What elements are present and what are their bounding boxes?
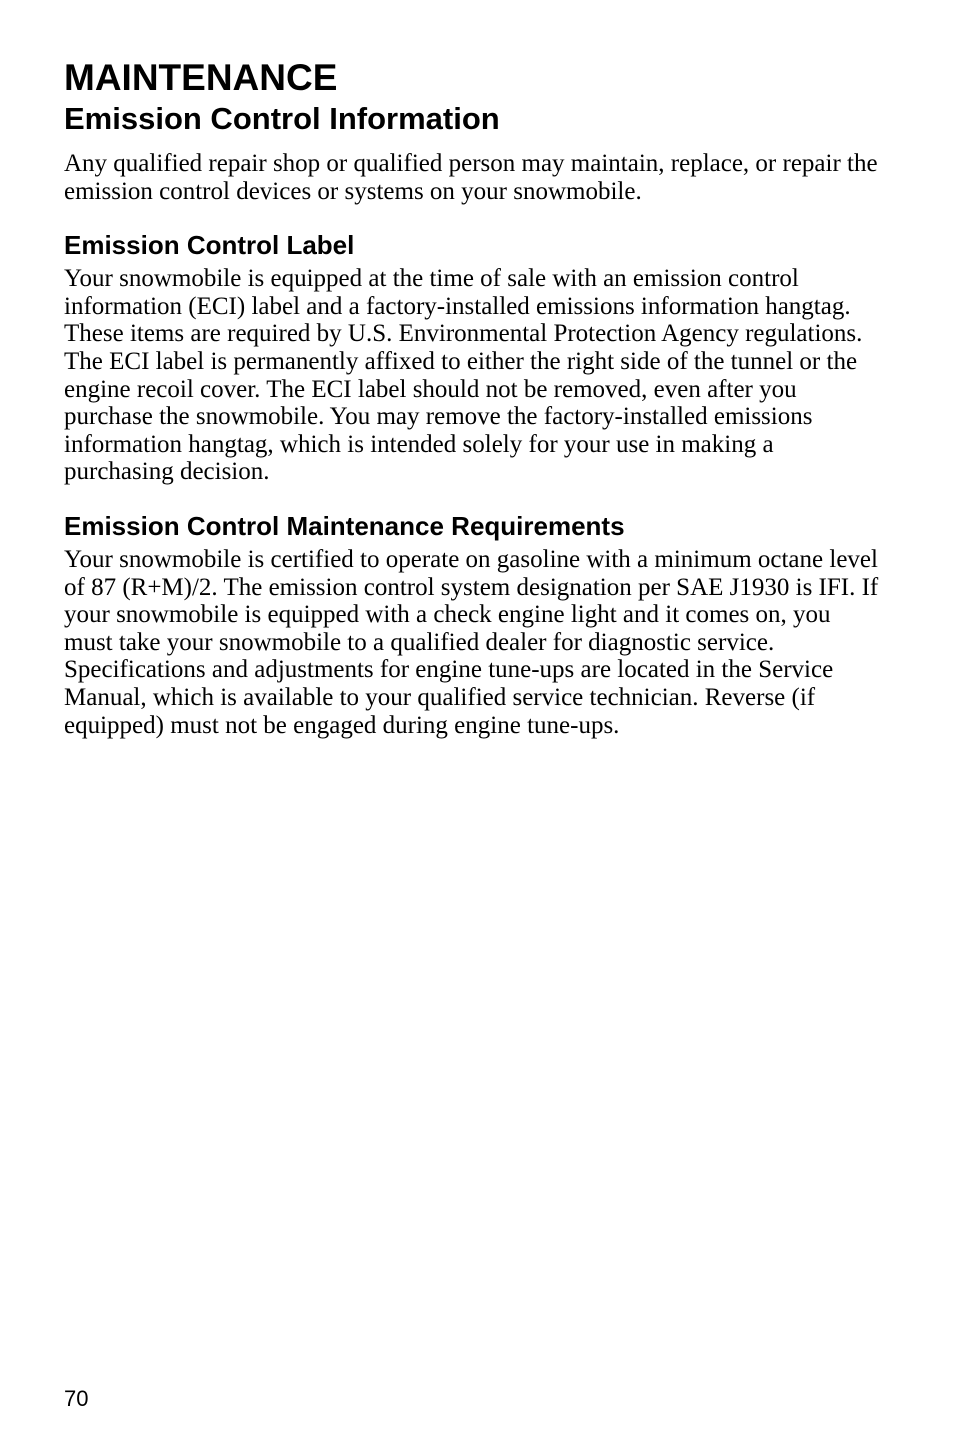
chapter-title: MAINTENANCE	[64, 57, 338, 98]
page-number: 70	[64, 1386, 89, 1411]
requirements-section-heading: Emission Control Maintenance Requirements	[64, 510, 625, 541]
label-section-heading: Emission Control Label	[64, 230, 355, 261]
requirements-section-paragraph: Your snowmobile is certified to operate on gasoline with a minimum octane level of 87 (R+M)/2. The emission control system designation per SAE J1930 is IFI. If your snowmobile is equipped with a check engine light and it comes on, you must take your snowmobile to a qualified dealer for diagnostic service. Specifications and adjustments for engine tune-ups are located in the Service Manual, which is available to your qualified service technician. Reverse (if equipped) must not be engaged during engine tune-ups.	[64, 545, 879, 739]
label-section-paragraph: Your snowmobile is equipped at the time of sale with an emission control information (ECI) label and a factory-installed emissions information hangtag. These items are required by U.S. Environmental Protection Agency regulations. The ECI label is permanently affixed to either the right side of the tunnel or the engine recoil cover. The ECI label should not be removed, even after you purchase the snowmobile. You may remove the factory-installed emissions information hangtag, which is intended solely for your use in making a purchasing decision.	[64, 265, 863, 486]
page-content	[64, 56, 884, 739]
section-title: Emission Control Information	[64, 101, 500, 136]
intro-paragraph: Any qualified repair shop or qualified person may maintain, replace, or repair the emission control devices or systems on your snowmobile.	[64, 150, 878, 205]
